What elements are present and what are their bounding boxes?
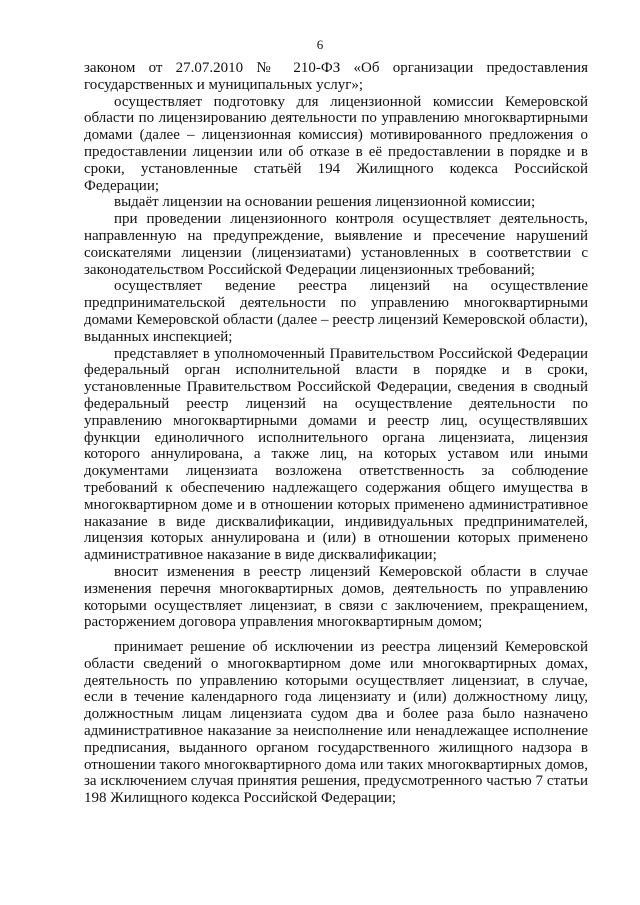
paragraph-spacer [84,631,588,639]
paragraph-law-reference: законом от 27.07.2010 № 210-ФЗ «Об организации предоставления государственных и муниципальных услуг»; [84,60,588,93]
paragraph-license-registry: осуществляет ведение реестра лицензий на осуществление предпринимательской деятельности по управлению многоквартирными домами Кемеровской области (далее – реестр лицензий Кемеровской области), выданных инспекцией; [84,278,588,345]
document-body [84,60,588,807]
paragraph-registry-changes: вносит изменения в реестр лицензий Кемеровской области в случае изменения перечня многоквартирных домов, деятельность по управлению которыми осуществляет лицензиат, в связи с заключением, прекращением, расторжением договора управления многоквартирным домом; [84,563,588,631]
paragraph-license-control: при проведении лицензионного контроля осуществляет деятельность, направленную на предупреждение, выявление и пресечение нарушений соискателями лицензии (лицензиатами) установленных в соответствии с законодательством Российской Федерации лицензионных требований; [84,211,588,278]
paragraph-federal-registry-submission: представляет в уполномоченный Правительством Российской Федерации федеральный орган исполнительной власти в порядке и в сроки, установленные Правительством Российской Федерации, сведения в сводный федеральный реестр лицензий на осуществление деятельности по управлению многоквартирными домами и реестр лиц, осуществлявших функции единоличного исполнительного органа лицензиата, лицензия которого аннулирована, а также лиц, на которых уставом или иными документами лицензиата возложена ответственность за соблюдение требований к обеспечению надлежащего содержания общего имущества в многоквартирном доме и в отношении которых применено административное наказание в виде дисквалификации, индивидуальных предпринимателей, лицензия которых аннулирована и (или) в отношении которых применено административное наказание в виде дисквалификации; [84,345,588,564]
paragraph-issue-licenses: выдаёт лицензии на основании решения лицензионной комиссии; [114,194,536,211]
page-number: 6 [316,37,324,52]
paragraph-registry-exclusion: принимает решение об исключении из реестра лицензий Кемеровской области сведений о многоквартирном доме или многоквартирных домах, деятельность по управлению которыми осуществляет лицензиат, в случае, если в течение календарного года лицензиату и (или) должностному лицу, должностным лицам лицензиата судом два и более раза было назначено административное наказание за неисполнение или ненадлежащее исполнение предписания, выданного органом государственного жилищного надзора в отношении такого многоквартирного дома или таких многоквартирных домов, за исключением случая принятия решения, предусмотренного частью 7 статьи 198 Жилищного кодекса Российской Федерации; [84,639,588,807]
paragraph-license-commission-preparation: осуществляет подготовку для лицензионной комиссии Кемеровской области по лицензированию деятельности по управлению многоквартирными домами (далее – лицензионная комиссия) мотивированного предложения о предоставлении лицензии или об отказе в её предоставлении в порядке и в сроки, установленные статьёй 194 Жилищного кодекса Российской Федерации; [84,93,588,194]
